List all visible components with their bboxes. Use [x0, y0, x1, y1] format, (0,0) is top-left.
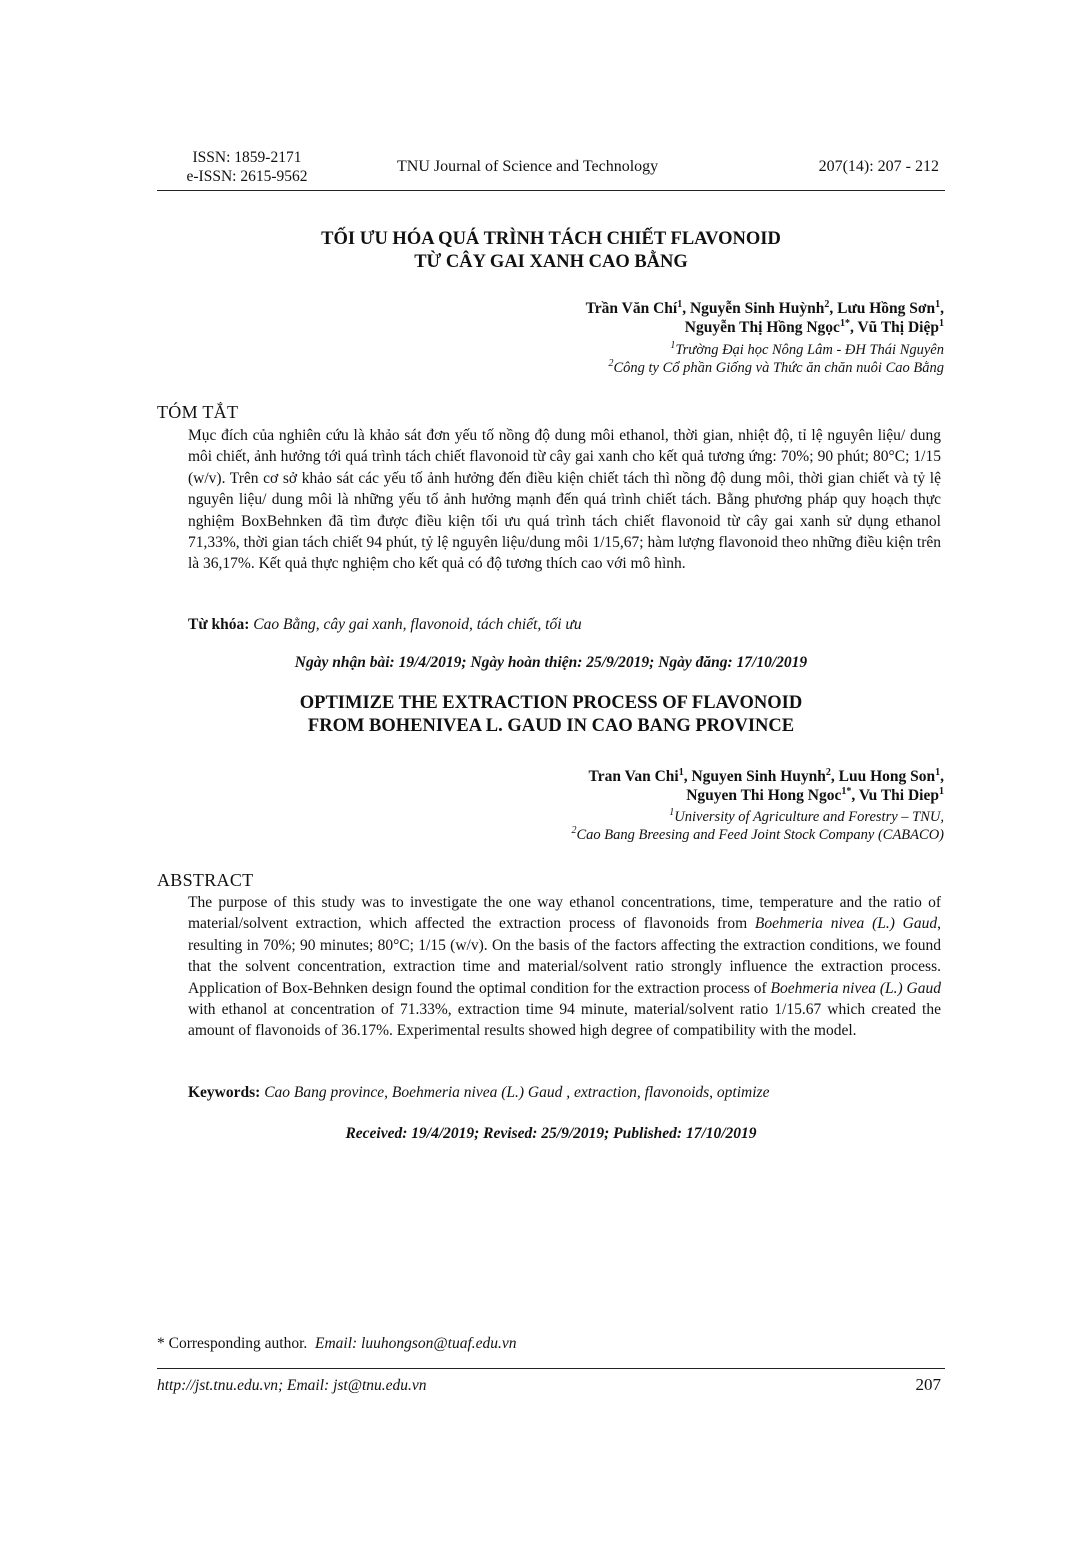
page-number: 207	[915, 1375, 941, 1394]
issn-block	[157, 148, 337, 186]
vn-author-1: Trần Văn Chí	[585, 300, 678, 317]
en-keywords-list: Cao Bang province, Boehmeria nivea (L.) Gaud , extraction, flavonoids, optimize	[264, 1084, 770, 1101]
en-affiliation-2: $^2$Cao Bang Breesing and Feed Joint Stock Company (CABACO)	[571, 825, 944, 843]
page-footer	[157, 1368, 945, 1399]
vn-author-3: Lưu Hồng Sơn	[837, 300, 936, 317]
corresponding-label: * Corresponding author.	[157, 1335, 308, 1352]
en-authors-line2: Nguyen Thi Hong Ngoc$^{1*}$, Vu Thi Diep$^1$	[686, 785, 944, 804]
journal-header	[157, 148, 945, 191]
vn-abstract-heading: TÓM TẮT	[157, 402, 239, 422]
en-keywords	[188, 1082, 941, 1103]
vn-abstract-text: Mục đích của nghiên cứu là khảo sát đơn yếu tố nồng độ dung môi ethanol, thời gian, nhiệt độ, tỉ lệ nguyên liệu/ dung môi chiết, ảnh hưởng tới quá trình tách chiết flavonoid từ cây gai xanh cho kết quả tương ứng: 70%; 90 phút; 80°C; 1/15 (w/v). Trên cơ sở khảo sát các yếu tố ảnh hưởng đến điều kiện chiết tách thì nồng độ dung môi, thời gian chiết và tỷ lệ nguyên liệu/ dung môi là những yếu tố ảnh hưởng mạnh đến quá trình chiết tách. Bằng phương pháp quy hoạch thực nghiệm BoxBehnken đã tìm được điều kiện tối ưu quá trình tách chiết flavonoid từ cây gai xanh sử dụng ethanol 71,33%, thời gian tách chiết 94 phút, tỷ lệ nguyên liệu/dung môi 1/15,67; hàm lượng flavonoid theo những điều kiện trên là 36,17%. Kết quả thực nghiệm cho kết quả có độ tương thích cao với mô hình.	[188, 427, 941, 573]
vn-affiliation-2: $^2$Công ty Cổ phần Giống và Thức ăn chăn nuôi Cao Bằng	[608, 358, 944, 376]
en-keywords-label: Keywords:	[188, 1084, 261, 1101]
en-title-line1: OPTIMIZE THE EXTRACTION PROCESS OF FLAVONOID	[299, 693, 803, 713]
vn-author-4: Nguyễn Thị Hồng Ngọc	[684, 319, 840, 336]
vn-affiliation-1: $^1$Trường Đại học Nông Lâm - ĐH Thái Nguyên	[670, 340, 944, 358]
vn-author-5: Vũ Thị Diệp	[857, 319, 939, 336]
vn-title	[157, 228, 945, 274]
vn-authors-line1: Trần Văn Chí$^1$, Nguyễn Sinh Huỳnh$^2$, Lưu Hồng Sơn$^1$,	[585, 298, 944, 317]
en-abstract-heading: ABSTRACT	[157, 870, 254, 890]
en-affiliations	[571, 808, 944, 844]
vn-keywords	[188, 614, 941, 635]
en-author-3: Luu Hong Son	[838, 768, 936, 785]
vn-keywords-list: Cao Bằng, cây gai xanh, flavonoid, tách chiết, tối ưu	[253, 616, 582, 633]
en-abstract-text: The purpose of this study was to investigate the one way ethanol concentrations, time, temperature and the ratio of material/solvent extraction, which affected the extraction process of flavonoids from Boehmeria nivea (L.) Gaud, resulting in 70%; 90 minutes; 80°C; 1/15 (w/v). On the basis of the factors affecting the extraction conditions, we found that the solvent concentration, extraction time and material/solvent ratio strongly influence the extraction process. Application of Box-Behnken design found the optimal condition for the extraction process of Boehmeria nivea (L.) Gaud with ethanol at concentration of 71.33%, extraction time 94 minute, material/solvent ratio 1/15.67 which created the amount of flavonoids of 36.17%. Experimental results showed high degree of compatibility with the model.	[188, 894, 941, 1040]
footer-links: http://jst.tnu.edu.vn; Email: jst@tnu.edu.vn	[157, 1377, 427, 1394]
volume-pages: 207(14): 207 - 212	[818, 158, 939, 175]
vn-title-line1: TỐI ƯU HÓA QUÁ TRÌNH TÁCH CHIẾT FLAVONOID	[321, 229, 781, 249]
corresponding-email: Email: luuhongson@tuaf.edu.vn	[315, 1335, 517, 1352]
species-name: Boehmeria nivea (L.) Gaud	[754, 915, 938, 933]
en-title-line2: FROM BOHENIVEA L. GAUD IN CAO BANG PROVINCE	[307, 716, 795, 736]
en-author-1: Tran Van Chi	[588, 768, 679, 785]
en-dates: Received: 19/4/2019; Revised: 25/9/2019; Published: 17/10/2019	[345, 1125, 757, 1142]
en-authors-line1: Tran Van Chi$^1$, Nguyen Sinh Huynh$^2$, Luu Hong Son$^1$,	[588, 766, 944, 785]
en-authors	[589, 767, 944, 805]
vn-title-line2: TỪ CÂY GAI XANH CAO BẰNG	[414, 252, 688, 272]
corresponding-author	[157, 1335, 517, 1353]
en-affiliation-1: $^1$University of Agriculture and Forestry – TNU,	[669, 807, 944, 825]
en-author-5: Vu Thi Diep	[858, 787, 939, 804]
vn-keywords-label: Từ khóa:	[188, 616, 250, 633]
vn-authors	[586, 299, 944, 337]
en-title	[157, 692, 945, 738]
vn-affiliations	[608, 341, 944, 377]
en-author-2: Nguyen Sinh Huynh	[691, 768, 826, 785]
vn-author-2: Nguyễn Sinh Huỳnh	[689, 300, 825, 317]
en-author-4: Nguyen Thi Hong Ngoc	[686, 787, 842, 804]
vn-authors-line2: Nguyễn Thị Hồng Ngọc$^{1*}$, Vũ Thị Diệp$^1$	[684, 317, 944, 336]
journal-name: TNU Journal of Science and Technology	[397, 158, 659, 175]
vn-dates: Ngày nhận bài: 19/4/2019; Ngày hoàn thiện: 25/9/2019; Ngày đăng: 17/10/2019	[294, 654, 808, 671]
eissn: e-ISSN: 2615-9562	[186, 168, 308, 185]
species-name: Boehmeria nivea (L.) Gaud	[770, 979, 941, 997]
issn: ISSN: 1859-2171	[192, 149, 302, 166]
